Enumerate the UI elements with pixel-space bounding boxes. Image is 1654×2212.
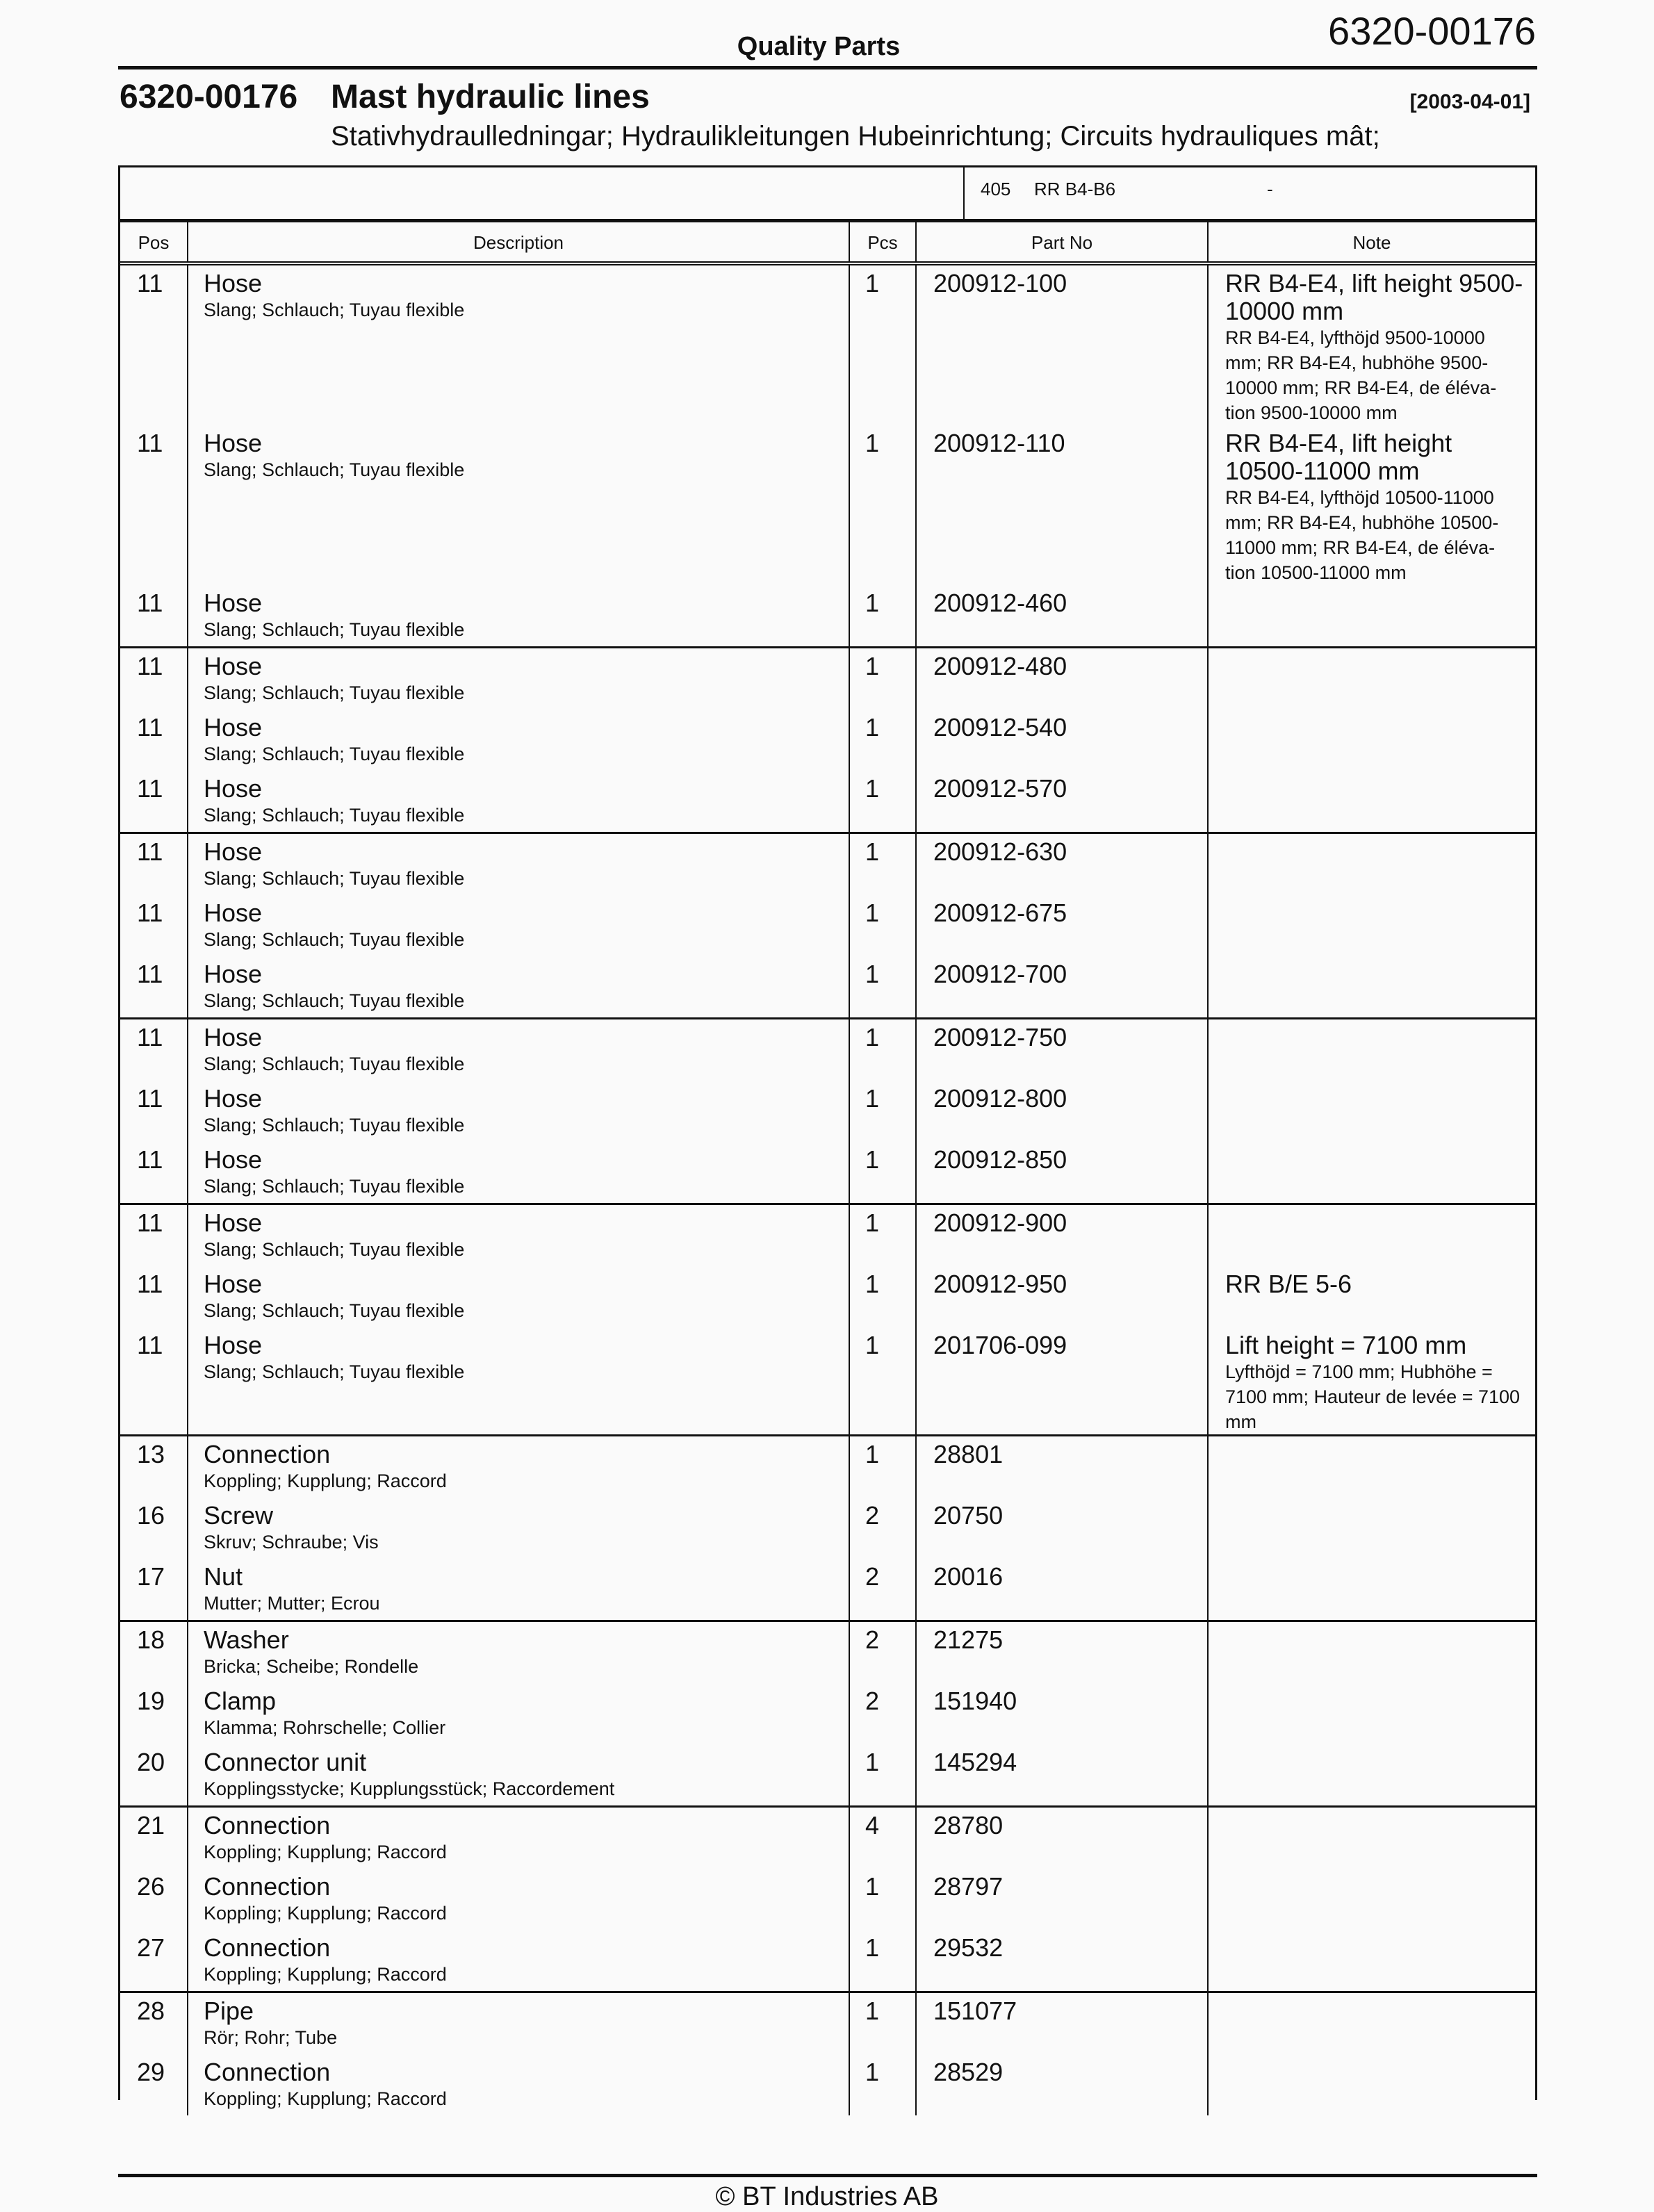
part-no-cell: 20750: [917, 1498, 1209, 1559]
part-name: Screw: [204, 1501, 274, 1530]
description-cell: [188, 1436, 850, 1498]
note-cell: [1209, 1869, 1535, 1930]
table-row: [120, 1266, 1535, 1327]
pos-cell: 11: [120, 1205, 188, 1266]
description-cell: [188, 265, 850, 425]
table-row: [120, 1498, 1535, 1559]
part-name: Hose: [204, 1270, 263, 1298]
row-group: [120, 1019, 1535, 1205]
pcs-cell: 1: [850, 1266, 917, 1327]
pcs-cell: 1: [850, 585, 917, 646]
part-name: Pipe: [204, 1997, 254, 2025]
footer-divider: [118, 2174, 1537, 2177]
part-translations: Koppling; Kupplung; Raccord: [204, 1470, 447, 1491]
part-name: Clamp: [204, 1687, 277, 1715]
table-row: [120, 834, 1535, 895]
part-no-cell: 28529: [917, 2054, 1209, 2115]
pcs-cell: 1: [850, 265, 917, 425]
part-no-cell: 200912-750: [917, 1019, 1209, 1081]
description-cell: [188, 710, 850, 771]
pos-cell: 19: [120, 1683, 188, 1744]
pcs-cell: 1: [850, 895, 917, 956]
part-translations: Slang; Schlauch; Tuyau flexible: [204, 1115, 465, 1136]
part-translations: Slang; Schlauch; Tuyau flexible: [204, 1361, 465, 1382]
row-group: [120, 1808, 1535, 1993]
part-translations: Kopplingsstycke; Kupplungsstück; Raccordement: [204, 1778, 615, 1799]
pos-cell: 21: [120, 1808, 188, 1869]
part-translations: Slang; Schlauch; Tuyau flexible: [204, 868, 465, 889]
note-cell: [1209, 585, 1535, 646]
part-no-cell: 200912-110: [917, 425, 1209, 585]
pos-cell: 11: [120, 895, 188, 956]
col-description: Description: [188, 222, 850, 261]
description-cell: [188, 956, 850, 1017]
row-group: [120, 1993, 1535, 2115]
table-row: [120, 585, 1535, 646]
table-row: [120, 1744, 1535, 1805]
part-name: Connection: [204, 1440, 331, 1468]
pcs-cell: 1: [850, 2054, 917, 2115]
part-no-cell: 151940: [917, 1683, 1209, 1744]
pos-cell: 27: [120, 1930, 188, 1991]
note-text: RR B4-E4, lift height 9500-10000 mm: [1225, 269, 1523, 325]
part-translations: Slang; Schlauch; Tuyau flexible: [204, 744, 465, 764]
part-no-cell: 200912-540: [917, 710, 1209, 771]
table-row: [120, 1622, 1535, 1683]
note-cell: [1209, 1808, 1535, 1869]
row-group: [120, 265, 1535, 648]
part-name: Hose: [204, 837, 263, 866]
note-cell: [1209, 1498, 1535, 1559]
note-text: RR B4-E4, lift height 10500-11000 mm: [1225, 429, 1452, 485]
description-cell: [188, 1930, 850, 1991]
part-name: Hose: [204, 1209, 263, 1237]
pcs-cell: 1: [850, 1869, 917, 1930]
note-cell: [1209, 1930, 1535, 1991]
pos-cell: 13: [120, 1436, 188, 1498]
description-cell: [188, 1683, 850, 1744]
table-row: [120, 1683, 1535, 1744]
part-name: Hose: [204, 652, 263, 680]
pos-cell: 28: [120, 1993, 188, 2054]
copyright: © BT Industries AB: [715, 2182, 939, 2211]
table-row: [120, 648, 1535, 710]
part-no-cell: 200912-570: [917, 771, 1209, 832]
note-cell: [1209, 648, 1535, 710]
part-name: Washer: [204, 1625, 289, 1654]
part-no-cell: 200912-630: [917, 834, 1209, 895]
note-cell: [1209, 425, 1535, 585]
col-part-no: Part No: [917, 222, 1209, 261]
part-name: Hose: [204, 269, 263, 297]
document-title: Mast hydraulic lines: [331, 79, 650, 115]
row-group: [120, 1205, 1535, 1436]
variant-row: [120, 167, 1535, 222]
note-cell: [1209, 1744, 1535, 1805]
part-translations: Slang; Schlauch; Tuyau flexible: [204, 619, 465, 640]
part-name: Hose: [204, 774, 263, 803]
row-group: [120, 834, 1535, 1019]
part-name: Hose: [204, 1084, 263, 1113]
note-cell: [1209, 771, 1535, 832]
pcs-cell: 1: [850, 1327, 917, 1434]
part-name: Hose: [204, 1145, 263, 1174]
pcs-cell: 1: [850, 1993, 917, 2054]
table-row: [120, 895, 1535, 956]
note-cell: [1209, 1205, 1535, 1266]
part-translations: Slang; Schlauch; Tuyau flexible: [204, 1239, 465, 1260]
parts-table: [118, 165, 1537, 2109]
description-cell: [188, 1019, 850, 1081]
pos-cell: 11: [120, 265, 188, 425]
part-name: Hose: [204, 713, 263, 742]
variant-range: -: [1267, 179, 1273, 199]
variant-model: RR B4-B6: [1034, 179, 1116, 199]
note-cell: [1209, 1622, 1535, 1683]
part-name: Hose: [204, 1023, 263, 1051]
table-row: [120, 1808, 1535, 1869]
description-cell: [188, 648, 850, 710]
part-translations: Slang; Schlauch; Tuyau flexible: [204, 300, 465, 320]
pos-cell: 11: [120, 1327, 188, 1434]
pos-cell: 11: [120, 425, 188, 585]
part-translations: Koppling; Kupplung; Raccord: [204, 1964, 447, 1985]
pos-cell: 11: [120, 1266, 188, 1327]
header-doc-number: 6320-00176: [1328, 9, 1536, 53]
pcs-cell: 1: [850, 956, 917, 1017]
part-name: Connection: [204, 1811, 331, 1840]
part-no-cell: 21275: [917, 1622, 1209, 1683]
description-cell: [188, 1808, 850, 1869]
pos-cell: 18: [120, 1622, 188, 1683]
part-no-cell: 28780: [917, 1808, 1209, 1869]
pcs-cell: 2: [850, 1622, 917, 1683]
part-no-cell: 151077: [917, 1993, 1209, 2054]
pcs-cell: 1: [850, 1142, 917, 1203]
description-cell: [188, 425, 850, 585]
note-text: RR B/E 5-6: [1225, 1270, 1352, 1298]
part-name: Hose: [204, 1331, 263, 1359]
pos-cell: 11: [120, 585, 188, 646]
pos-cell: 16: [120, 1498, 188, 1559]
pcs-cell: 1: [850, 1930, 917, 1991]
part-translations: Slang; Schlauch; Tuyau flexible: [204, 929, 465, 950]
part-translations: Mutter; Mutter; Ecrou: [204, 1593, 380, 1614]
part-name: Nut: [204, 1562, 243, 1591]
table-row: [120, 1436, 1535, 1498]
table-row: [120, 710, 1535, 771]
description-cell: [188, 1142, 850, 1203]
pcs-cell: 1: [850, 1436, 917, 1498]
part-translations: Slang; Schlauch; Tuyau flexible: [204, 682, 465, 703]
description-cell: [188, 1869, 850, 1930]
note-cell: [1209, 895, 1535, 956]
col-pos: Pos: [120, 222, 188, 261]
note-cell: [1209, 2054, 1535, 2115]
part-name: Connection: [204, 1933, 331, 1962]
note-cell: [1209, 710, 1535, 771]
description-cell: [188, 1081, 850, 1142]
note-cell: [1209, 1081, 1535, 1142]
table-row: [120, 956, 1535, 1017]
description-cell: [188, 1205, 850, 1266]
description-cell: [188, 834, 850, 895]
header-divider: [118, 66, 1537, 69]
part-translations: Bricka; Scheibe; Rondelle: [204, 1656, 419, 1677]
section-title: Quality Parts: [737, 32, 901, 61]
column-headers: [120, 222, 1535, 265]
part-translations: Rör; Rohr; Tube: [204, 2027, 338, 2048]
part-translations: Klamma; Rohrschelle; Collier: [204, 1717, 446, 1738]
description-cell: [188, 1327, 850, 1434]
table-row: [120, 1993, 1535, 2054]
description-cell: [188, 1744, 850, 1805]
pos-cell: 26: [120, 1869, 188, 1930]
part-no-cell: 20016: [917, 1559, 1209, 1620]
table-row: [120, 1869, 1535, 1930]
table-row: [120, 425, 1535, 585]
pos-cell: 11: [120, 956, 188, 1017]
part-no-cell: 200912-850: [917, 1142, 1209, 1203]
part-translations: Slang; Schlauch; Tuyau flexible: [204, 805, 465, 826]
part-no-cell: 28801: [917, 1436, 1209, 1498]
pcs-cell: 4: [850, 1808, 917, 1869]
part-name: Hose: [204, 589, 263, 617]
part-translations: Slang; Schlauch; Tuyau flexible: [204, 1176, 465, 1197]
note-cell: [1209, 1559, 1535, 1620]
table-row: [120, 1142, 1535, 1203]
pcs-cell: 1: [850, 710, 917, 771]
table-row: [120, 1559, 1535, 1620]
table-body: [120, 265, 1535, 2115]
part-no-cell: 200912-675: [917, 895, 1209, 956]
pos-cell: 29: [120, 2054, 188, 2115]
part-no-cell: 29532: [917, 1930, 1209, 1991]
pcs-cell: 1: [850, 648, 917, 710]
part-no-cell: 145294: [917, 1744, 1209, 1805]
part-translations: Koppling; Kupplung; Raccord: [204, 1842, 447, 1862]
document-number: 6320-00176: [120, 79, 298, 115]
part-translations: Slang; Schlauch; Tuyau flexible: [204, 990, 465, 1011]
part-name: Hose: [204, 429, 263, 457]
col-note: Note: [1352, 232, 1391, 253]
col-pcs: Pcs: [850, 222, 917, 261]
variant-code: 405: [981, 179, 1011, 199]
table-row: [120, 265, 1535, 425]
pos-cell: 20: [120, 1744, 188, 1805]
description-cell: [188, 1559, 850, 1620]
pos-cell: 11: [120, 771, 188, 832]
note-cell: [1209, 1019, 1535, 1081]
part-translations: Koppling; Kupplung; Raccord: [204, 1903, 447, 1924]
note-cell: [1209, 1327, 1535, 1434]
part-no-cell: 200912-460: [917, 585, 1209, 646]
note-text: Lift height = 7100 mm: [1225, 1331, 1467, 1359]
pcs-cell: 1: [850, 834, 917, 895]
description-cell: [188, 2054, 850, 2115]
note-cell: [1209, 834, 1535, 895]
note-cell: [1209, 1142, 1535, 1203]
description-cell: [188, 895, 850, 956]
pos-cell: 11: [120, 1142, 188, 1203]
table-row: [120, 1327, 1535, 1434]
pcs-cell: 2: [850, 1498, 917, 1559]
pcs-cell: 2: [850, 1683, 917, 1744]
part-name: Connection: [204, 2058, 331, 2086]
variant-divider: [963, 167, 965, 219]
description-cell: [188, 771, 850, 832]
pos-cell: 17: [120, 1559, 188, 1620]
pcs-cell: 1: [850, 1205, 917, 1266]
part-no-cell: 200912-950: [917, 1266, 1209, 1327]
pcs-cell: 1: [850, 425, 917, 585]
table-row: [120, 771, 1535, 832]
part-no-cell: 201706-099: [917, 1327, 1209, 1434]
part-translations: Slang; Schlauch; Tuyau flexible: [204, 1300, 465, 1321]
note-cell: [1209, 1436, 1535, 1498]
note-cell: [1209, 1266, 1535, 1327]
row-group: [120, 1436, 1535, 1622]
part-translations: Koppling; Kupplung; Raccord: [204, 2088, 447, 2109]
pos-cell: 11: [120, 1081, 188, 1142]
pos-cell: 11: [120, 710, 188, 771]
description-cell: [188, 1498, 850, 1559]
part-translations: Slang; Schlauch; Tuyau flexible: [204, 1054, 465, 1074]
part-no-cell: 200912-800: [917, 1081, 1209, 1142]
description-cell: [188, 1993, 850, 2054]
note-cell: [1209, 1683, 1535, 1744]
part-no-cell: 200912-900: [917, 1205, 1209, 1266]
table-row: [120, 1081, 1535, 1142]
part-name: Hose: [204, 960, 263, 988]
document-date: [2003-04-01]: [1409, 90, 1530, 113]
table-row: [120, 1930, 1535, 1991]
table-row: [120, 1205, 1535, 1266]
pos-cell: 11: [120, 834, 188, 895]
pos-cell: 11: [120, 648, 188, 710]
row-group: [120, 1622, 1535, 1808]
part-no-cell: 200912-700: [917, 956, 1209, 1017]
note-cell: [1209, 265, 1535, 425]
note-cell: [1209, 956, 1535, 1017]
part-name: Hose: [204, 899, 263, 927]
description-cell: [188, 1622, 850, 1683]
part-translations: Slang; Schlauch; Tuyau flexible: [204, 459, 465, 480]
part-translations: Skruv; Schraube; Vis: [204, 1532, 379, 1553]
note-cell: [1209, 1993, 1535, 2054]
pcs-cell: 1: [850, 1081, 917, 1142]
description-cell: [188, 585, 850, 646]
pcs-cell: 2: [850, 1559, 917, 1620]
row-group: [120, 648, 1535, 834]
note-translations: Lyfthöjd = 7100 mm; Hubhöhe = 7100 mm; Hauteur de levée = 7100 mm: [1225, 1361, 1521, 1432]
note-translations: RR B4-E4, lyfthöjd 10500-11000 mm; RR B4-E4, hubhöhe 10500-11000 mm; RR B4-E4, de éléva-tion 10500-11000 mm: [1225, 487, 1499, 583]
pcs-cell: 1: [850, 1019, 917, 1081]
description-cell: [188, 1266, 850, 1327]
document-subtitle: Stativhydraulledningar; Hydraulikleitungen Hubeinrichtung; Circuits hydrauliques mât;: [331, 121, 1380, 151]
part-no-cell: 200912-480: [917, 648, 1209, 710]
part-name: Connector unit: [204, 1748, 367, 1776]
part-name: Connection: [204, 1872, 331, 1901]
pos-cell: 11: [120, 1019, 188, 1081]
table-row: [120, 2054, 1535, 2115]
pcs-cell: 1: [850, 771, 917, 832]
part-no-cell: 200912-100: [917, 265, 1209, 425]
note-translations: RR B4-E4, lyfthöjd 9500-10000 mm; RR B4-E4, hubhöhe 9500-10000 mm; RR B4-E4, de éléva-tion 9500-10000 mm: [1225, 327, 1497, 423]
part-no-cell: 28797: [917, 1869, 1209, 1930]
table-row: [120, 1019, 1535, 1081]
pcs-cell: 1: [850, 1744, 917, 1805]
